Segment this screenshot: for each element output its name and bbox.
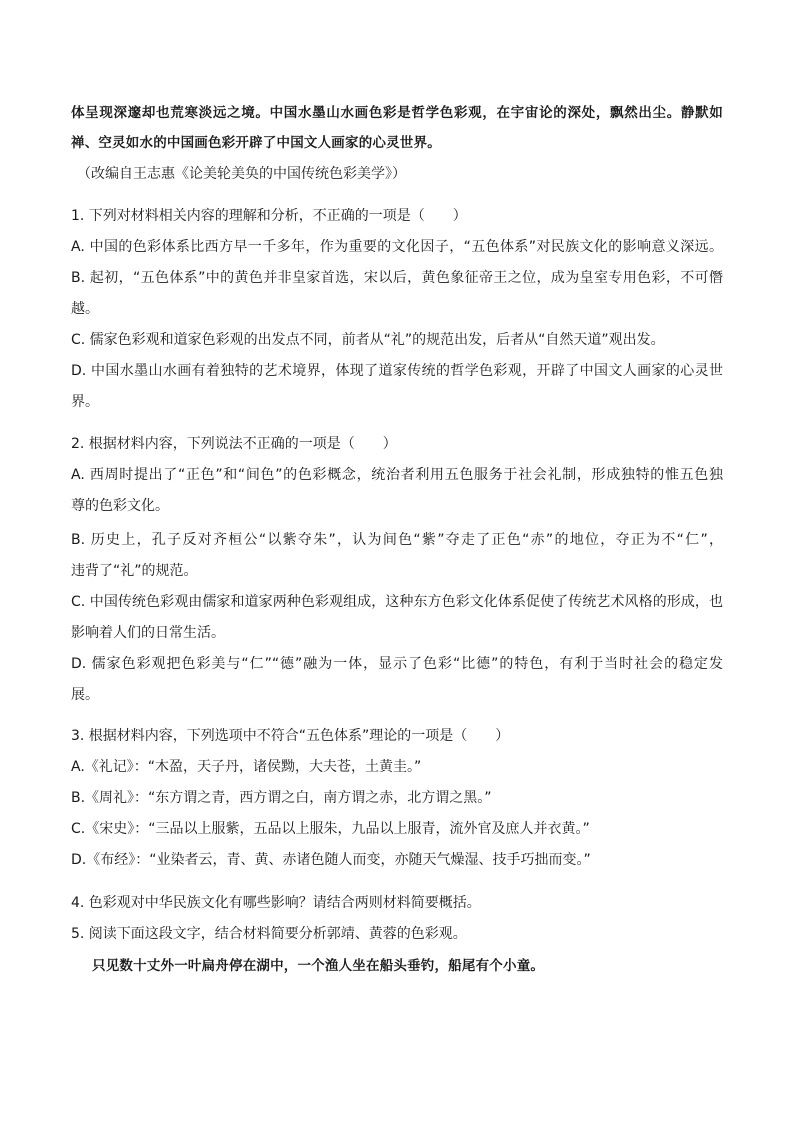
question-1-option-c: C. 儒家色彩观和道家色彩观的出发点不同，前者从“礼”的规范出发，后者从“自然天道”观出发。 bbox=[71, 332, 665, 348]
question-2-option-a-cont: 尊的色彩文化。 bbox=[71, 498, 169, 514]
question-2-option-b: B. 历史上，孔子反对齐桓公“以紫夺朱”，认为间色“紫”夺走了正色“赤”的地位，夺正为不“仁”， bbox=[71, 532, 723, 548]
question-2-option-a: A. 西周时提出了“正色”和“间色”的色彩概念，统治者利用五色服务于社会礼制，形成独特的惟五色独 bbox=[71, 467, 723, 483]
question-1-option-a: A. 中国的色彩体系比西方早一千多年，作为重要的文化因子，“五色体系”对民族文化的影响意义深远。 bbox=[71, 239, 723, 255]
passage-line-2: 禅、空灵如水的中国画色彩开辟了中国文人画家的心灵世界。 bbox=[71, 135, 441, 151]
question-5-stem: 5. 阅读下面这段文字，结合材料简要分析郭靖、黄蓉的色彩观。 bbox=[71, 926, 467, 942]
question-1-option-d-cont: 界。 bbox=[71, 394, 99, 410]
passage-line-1: 体呈现深邃却也荒寒淡远之境。中国水墨山水画色彩是哲学色彩观，在宇宙论的深处，飘然出尘。静默如 bbox=[71, 105, 723, 121]
question-2-option-d: D. 儒家色彩观把色彩美与“仁”“德”融为一体，显示了色彩“比德”的特色，有利于当时社会的稳定发 bbox=[71, 656, 723, 672]
question-2-option-c-cont: 影响着人们的日常生活。 bbox=[71, 625, 225, 641]
passage-source: （改编自王志惠《论美轮美奂的中国传统色彩美学》） bbox=[77, 166, 406, 182]
question-1-stem: 1. 下列对材料相关内容的理解和分析，不正确的一项是（ ） bbox=[71, 208, 467, 224]
question-3-stem: 3. 根据材料内容，下列选项中不符合“五色体系”理论的一项是（ ） bbox=[71, 728, 510, 744]
question-2-option-d-cont: 展。 bbox=[71, 687, 99, 703]
question-1-option-d: D. 中国水墨山水画有着独特的艺术境界，体现了道家传统的哲学色彩观，开辟了中国文人画家的心灵世 bbox=[71, 363, 723, 379]
question-3-option-b: B.《周礼》：“东方谓之青，西方谓之白，南方谓之赤，北方谓之黑。” bbox=[71, 790, 492, 806]
question-2-stem: 2. 根据材料内容，下列说法不正确的一项是（ ） bbox=[71, 436, 397, 452]
question-3-option-d: D.《布经》：“业染者云，青、黄、赤诸色随人而变，亦随天气燥湿、技手巧拙而变。” bbox=[71, 852, 591, 868]
question-2-option-c: C. 中国传统色彩观由儒家和道家两种色彩观组成，这种东方色彩文化体系促使了传统艺术风格的形成，也 bbox=[71, 594, 723, 610]
question-1-option-b: B. 起初，“五色体系”中的黄色并非皇家首选，宋以后，黄色象征帝王之位，成为皇室专用色彩，不可僭 bbox=[71, 270, 723, 286]
question-3-option-c: C.《宋史》：“三品以上服紫，五品以上服朱，九品以上服青，流外官及庶人并衣黄。” bbox=[71, 821, 590, 837]
question-4-stem: 4. 色彩观对中华民族文化有哪些影响？请结合两则材料简要概括。 bbox=[71, 895, 481, 911]
question-3-option-a: A.《礼记》：“木盈，天子丹，诸侯黝，大夫苍，土黄圭。” bbox=[71, 759, 422, 775]
question-1-option-b-cont: 越。 bbox=[71, 301, 99, 317]
excerpt-line: 只见数十丈外一叶扁舟停在湖中，一个渔人坐在船头垂钓，船尾有个小童。 bbox=[92, 958, 545, 974]
question-2-option-b-cont: 违背了“礼”的规范。 bbox=[71, 563, 198, 579]
